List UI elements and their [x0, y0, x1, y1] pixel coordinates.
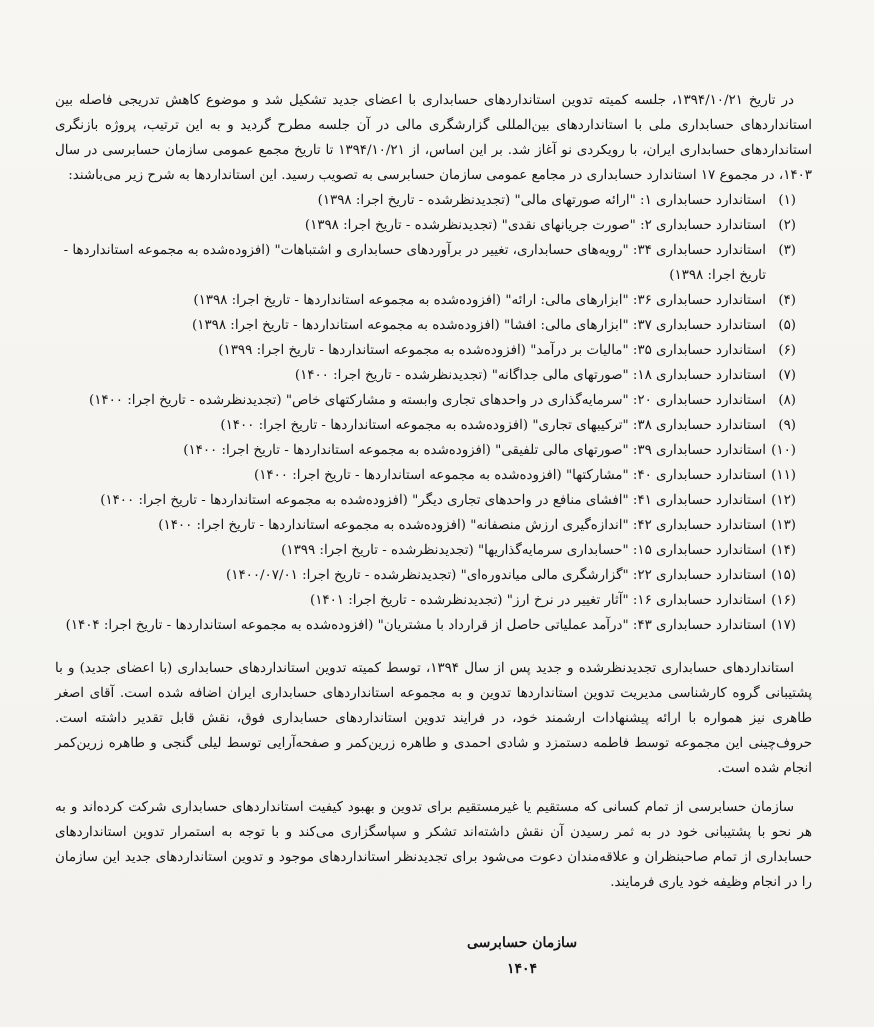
item-text: استاندارد حسابداری ۴۱: "افشای منافع در واحدهای تجاری دیگر" (افزوده‌شده به مجموعه استانداردها - تاریخ اجرا: ۱۴۰۰) — [100, 493, 766, 508]
document-body — [55, 88, 812, 895]
item-text: استاندارد حسابداری ۱: "ارائه صورتهای مالی" (تجدیدنظرشده - تاریخ اجرا: ۱۳۹۸) — [317, 193, 766, 208]
list-item — [55, 588, 796, 613]
item-number: (۲) — [778, 218, 796, 233]
item-text: استاندارد حسابداری ۴۳: "درآمد عملیاتی حاصل از قرارداد با مشتریان" (افزوده‌شده به مجموعه استانداردها - تاریخ اجرا: ۱۴۰۴) — [65, 618, 766, 633]
item-number: (۹) — [778, 418, 796, 433]
signature-org: سازمان حسابرسی — [466, 935, 578, 951]
item-text: استاندارد حسابداری ۳۹: "صورتهای مالی تلفیقی" (افزوده‌شده به مجموعه استانداردها - تاریخ اجرا: ۱۴۰۰) — [183, 443, 766, 458]
list-item — [55, 413, 796, 438]
item-number: (۳) — [778, 243, 796, 258]
item-number: (۶) — [778, 343, 796, 358]
item-number: (۱۰) — [771, 443, 796, 458]
list-item — [55, 438, 796, 463]
list-item — [55, 288, 796, 313]
item-text: استاندارد حسابداری ۳۵: "مالیات بر درآمد" (افزوده‌شده به مجموعه استانداردها - تاریخ اجرا: ۱۳۹۹) — [218, 343, 766, 358]
item-text: استاندارد حسابداری ۳۷: "ابزارهای مالی: افشا" (افزوده‌شده به مجموعه استانداردها - تاریخ اجرا: ۱۳۹۸) — [192, 318, 766, 333]
acknowledgement-paragraph: استانداردهای حسابداری تجدیدنظرشده و جدید پس از سال ۱۳۹۴، توسط کمیته تدوین استانداردهای حسابداری (با اعضای جدید) و با پشتیبانی گروه کارشناسی مدیریت تدوین استانداردها تدوین و به مجموعه استانداردهای حسابداری ایران اضافه شده است. آقای اصغر طاهری نیز همواره با ارائه پیشنهادات ارشمند خود، در فرایند تدوین استانداردهای حسابداری فوق، نقش قابل تقدیر داشته است. حروف‌چینی این مجموعه توسط فاطمه دستمزد و شادی احمدی و طاهره زرین‌کمر و صفحه‌آرایی توسط لیلی گنجی و طاهره زرین‌کمر انجام شده است. — [55, 661, 812, 776]
item-text: استاندارد حسابداری ۴۲: "اندازه‌گیری ارزش منصفانه" (افزوده‌شده به مجموعه استانداردها - تاریخ اجرا: ۱۴۰۰) — [158, 518, 766, 533]
item-number: (۸) — [778, 393, 796, 408]
list-item — [55, 238, 796, 288]
item-number: (۱۵) — [771, 568, 796, 583]
list-item — [55, 338, 796, 363]
item-number: (۷) — [778, 368, 796, 383]
item-text: استاندارد حسابداری ۲۰: "سرمایه‌گذاری در واحدهای تجاری وابسته و مشارکتهای خاص" (تجدیدنظرشده - تاریخ اجرا: ۱۴۰۰) — [88, 393, 766, 408]
intro-paragraph: در تاریخ ۱۳۹۴/۱۰/۲۱، جلسه کمیته تدوین استانداردهای حسابداری با اعضای جدید تشکیل شد و موضوع کاهش تدریجی فاصله بین استانداردهای حسابداری ملی با استانداردهای بین‌المللی گزارشگری مالی در آن جلسه مطرح گردید و به این ترتیب، پروژه بازنگری استانداردهای حسابداری ایران، با رویکردی نو آغاز شد. بر این اساس، از ۱۳۹۴/۱۰/۲۱ تا تاریخ مجمع عمومی سازمان حسابرسی در سال ۱۴۰۳، در مجموع ۱۷ استاندارد حسابداری در مجامع عمومی سازمان حسابرسی به تصویب رسید. این استانداردها به شرح زیر می‌باشند: — [55, 93, 812, 183]
list-item — [55, 313, 796, 338]
item-text: استاندارد حسابداری ۱۶: "آثار تغییر در نرخ ارز" (تجدیدنظرشده - تاریخ اجرا: ۱۴۰۱) — [309, 593, 766, 608]
item-number: (۵) — [778, 318, 796, 333]
item-text: استاندارد حسابداری ۴۰: "مشارکتها" (افزوده‌شده به مجموعه استانداردها - تاریخ اجرا: ۱۴۰۰) — [254, 468, 766, 483]
list-item — [55, 513, 796, 538]
item-text: استاندارد حسابداری ۲۲: "گزارشگری مالی میاندوره‌ای" (تجدیدنظرشده - تاریخ اجرا: ۱۴۰۰/۰۷/۰۱) — [226, 568, 766, 583]
item-text: استاندارد حسابداری ۳۴: "رویه‌های حسابداری، تغییر در برآوردهای حسابداری و اشتباهات" (افزوده‌شده به مجموعه استانداردها - تاریخ اجرا: ۱۳۹۸) — [63, 243, 766, 283]
list-item — [55, 188, 796, 213]
item-text: استاندارد حسابداری ۱۵: "حسابداری سرمایه‌گذاریها" (تجدیدنظرشده - تاریخ اجرا: ۱۳۹۹) — [281, 543, 766, 558]
list-item — [55, 538, 796, 563]
item-text: استاندارد حسابداری ۳۸: "ترکیبهای تجاری" (افزوده‌شده به مجموعه استانداردها - تاریخ اجرا: ۱۴۰۰) — [220, 418, 766, 433]
list-item — [55, 388, 796, 413]
item-number: (۱) — [778, 193, 796, 208]
item-text: استاندارد حسابداری ۲: "صورت جریانهای نقدی" (تجدیدنظرشده - تاریخ اجرا: ۱۳۹۸) — [304, 218, 766, 233]
list-item — [55, 563, 796, 588]
list-item — [55, 613, 796, 638]
list-item — [55, 363, 796, 388]
item-number: (۴) — [778, 293, 796, 308]
item-number: (۱۱) — [771, 468, 796, 483]
invitation-paragraph: سازمان حسابرسی از تمام کسانی که مستقیم یا غیرمستقیم برای تدوین و بهبود کیفیت استانداردهای حسابداری شرکت کرده‌اند و به هر نحو با پشتیبانی خود در به ثمر رسیدن آن نقش داشته‌اند تشکر و سپاسگزاری می‌کند و با توجه به استمرار تدوین استانداردهای حسابداری از تمام صاحبنظران و علاقه‌مندان دعوت می‌شود برای تجدیدنظر استانداردهای موجود و تدوین استانداردهای جدید این سازمان را در انجام وظیفه خود یاری فرمایند. — [55, 800, 812, 890]
item-number: (۱۶) — [771, 593, 796, 608]
item-text: استاندارد حسابداری ۱۸: "صورتهای مالی جداگانه" (تجدیدنظرشده - تاریخ اجرا: ۱۴۰۰) — [294, 368, 766, 383]
list-item — [55, 463, 796, 488]
list-item — [55, 488, 796, 513]
signature-year: ۱۴۰۴ — [506, 961, 538, 977]
item-number: (۱۲) — [771, 493, 796, 508]
item-number: (۱۷) — [771, 618, 796, 633]
item-text: استاندارد حسابداری ۳۶: "ابزارهای مالی: ارائه" (افزوده‌شده به مجموعه استانداردها - تاریخ اجرا: ۱۳۹۸) — [193, 293, 766, 308]
list-item — [55, 213, 796, 238]
item-number: (۱۳) — [771, 518, 796, 533]
standards-list — [55, 188, 812, 638]
item-number: (۱۴) — [771, 543, 796, 558]
signature-block — [0, 930, 874, 982]
